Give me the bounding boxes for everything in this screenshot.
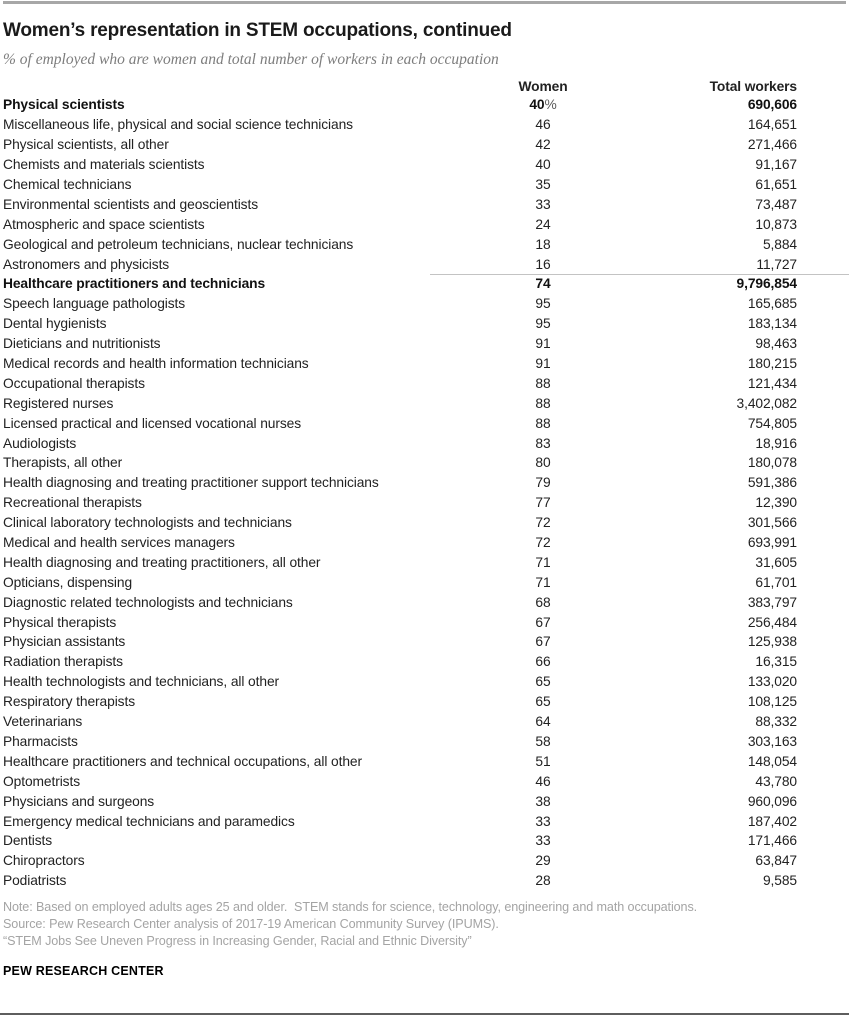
total-workers-value: 383,797 [747, 594, 797, 610]
occupation-label: Physical therapists [3, 614, 117, 630]
total-workers-value: 693,991 [747, 535, 797, 551]
total-workers-value: 180,078 [747, 455, 797, 471]
occupation-label: Respiratory therapists [3, 694, 135, 710]
total-workers-value: 591,386 [747, 475, 797, 491]
occupation-label: Occupational therapists [3, 375, 145, 391]
women-percent-value: 38 [535, 793, 551, 809]
women-percent-value: 66 [535, 654, 551, 670]
women-percent-value: 33 [535, 196, 551, 212]
occupation-label: Speech language pathologists [3, 296, 186, 312]
women-percent-value: 79 [535, 475, 551, 491]
occupation-label: Chiropractors [3, 853, 85, 869]
occupation-label: Pharmacists [3, 733, 78, 749]
table-row [3, 115, 849, 135]
table-row [3, 552, 849, 572]
occupation-label: Physical scientists, all other [3, 137, 169, 153]
table-row [3, 712, 849, 732]
table-row [3, 354, 849, 374]
table-row [3, 473, 849, 493]
total-workers-value: 256,484 [747, 614, 797, 630]
women-percent-value: 95 [535, 316, 551, 332]
total-workers-value: 61,701 [755, 574, 797, 590]
women-percent-value: 28 [535, 873, 551, 889]
table-row [3, 155, 849, 175]
women-percent-value: 72 [535, 515, 551, 531]
table-row [3, 533, 849, 553]
total-workers-value: 9,796,854 [736, 276, 797, 292]
women-percent-value: 46 [535, 773, 551, 789]
table-row [3, 572, 849, 592]
table-row [3, 314, 849, 334]
total-workers-value: 73,487 [755, 196, 797, 212]
total-workers-value: 690,606 [747, 97, 797, 113]
occupation-label: Healthcare practitioners and technicians [3, 276, 266, 292]
footer [3, 899, 849, 978]
page-subtitle: % of employed who are women and total number of workers in each occupation [3, 51, 499, 68]
occupation-label: Clinical laboratory technologists and technicians [3, 515, 292, 531]
table-row [3, 751, 849, 771]
total-workers-value: 61,651 [755, 177, 797, 192]
column-header-total-workers: Total workers [709, 78, 797, 94]
women-percent-value: 68 [535, 594, 551, 610]
occupation-label: Astronomers and physicists [3, 256, 170, 272]
table-row [3, 771, 849, 791]
women-percent-value: 80 [535, 455, 551, 471]
total-workers-value: 121,434 [747, 375, 797, 391]
occupation-label: Radiation therapists [3, 654, 123, 670]
women-percent-value: 24 [535, 216, 551, 232]
occupation-label: Therapists, all other [3, 455, 123, 471]
women-percent-value: 65 [535, 694, 551, 710]
table-header-row [3, 77, 849, 95]
women-percent-value: 40 [535, 157, 551, 173]
section-header-row [3, 274, 849, 294]
occupation-label: Dentists [3, 833, 53, 849]
women-percent-value: 46 [535, 117, 551, 133]
total-workers-value: 301,566 [747, 515, 797, 531]
women-percent-value: 16 [535, 256, 551, 272]
occupations-table [3, 77, 849, 891]
table-body [3, 95, 849, 891]
occupation-label: Emergency medical technicians and paramedics [3, 813, 295, 829]
total-workers-value: 171,466 [747, 833, 797, 849]
table-row [3, 334, 849, 354]
occupation-label: Environmental scientists and geoscientists [3, 196, 259, 212]
women-percent-value: 91 [535, 336, 551, 352]
report-page [0, 1, 849, 978]
pew-research-center-logo-text: PEW RESEARCH CENTER [3, 963, 164, 978]
women-percent-value: 77 [535, 495, 551, 511]
occupation-label: Licensed practical and licensed vocational nurses [3, 415, 302, 431]
total-workers-value: 9,585 [762, 873, 797, 889]
section-header-row [3, 95, 849, 115]
women-percent-value: 88 [535, 395, 551, 411]
occupation-label: Atmospheric and space scientists [3, 216, 205, 232]
women-percent-value: 83 [535, 435, 551, 451]
total-workers-value: 88,332 [755, 714, 797, 730]
women-percent-value: 74 [535, 276, 551, 292]
total-workers-value: 164,651 [747, 117, 797, 133]
table-row [3, 294, 849, 314]
occupation-label: Health diagnosing and treating practitioner support technicians [3, 475, 379, 491]
total-workers-value: 183,134 [747, 316, 797, 332]
women-percent-value: 88 [535, 415, 551, 431]
total-workers-value: 18,916 [755, 435, 797, 451]
page-title: Women’s representation in STEM occupations, continued [3, 20, 512, 41]
table-row [3, 652, 849, 672]
occupation-label: Miscellaneous life, physical and social science technicians [3, 117, 353, 133]
total-workers-value: 10,873 [755, 216, 797, 232]
total-workers-value: 11,727 [756, 256, 797, 272]
occupation-label: Audiologists [3, 435, 77, 451]
column-header-women: Women [518, 78, 568, 94]
occupation-label: Opticians, dispensing [3, 574, 133, 590]
occupation-label: Chemists and materials scientists [3, 157, 205, 173]
occupation-label: Veterinarians [3, 714, 83, 730]
occupation-label: Dieticians and nutritionists [3, 336, 161, 352]
table-row [3, 692, 849, 712]
percent-sign: % [544, 97, 557, 113]
occupation-label: Medical and health services managers [3, 535, 235, 551]
bottom-rule [0, 1013, 849, 1015]
total-workers-value: 180,215 [747, 356, 797, 372]
occupation-label: Registered nurses [3, 395, 114, 411]
women-percent-value: 71 [535, 554, 551, 570]
women-percent-value: 91 [535, 356, 551, 372]
total-workers-value: 5,884 [762, 236, 797, 252]
total-workers-value: 148,054 [747, 753, 797, 769]
total-workers-value: 165,685 [747, 296, 797, 312]
occupation-label: Diagnostic related technologists and technicians [3, 594, 293, 610]
women-percent-value: 58 [535, 733, 551, 749]
occupation-label: Podiatrists [3, 873, 67, 889]
women-percent-value: 72 [535, 535, 551, 551]
table-row [3, 592, 849, 612]
table-row [3, 672, 849, 692]
top-rule [3, 1, 846, 4]
occupation-label: Healthcare practitioners and technical occupations, all other [3, 753, 362, 769]
occupation-label: Dental hygienists [3, 316, 107, 332]
total-workers-value: 63,847 [755, 853, 797, 869]
table-row [3, 791, 849, 811]
women-percent-value: 51 [535, 753, 551, 769]
women-percent-value: 67 [535, 634, 551, 650]
total-workers-value: 3,402,082 [736, 395, 797, 411]
women-percent-value: 67 [535, 614, 551, 630]
table-row [3, 393, 849, 413]
total-workers-value: 12,390 [755, 495, 797, 511]
women-percent-value: 35 [535, 177, 551, 192]
table-row [3, 373, 849, 393]
table-row [3, 871, 849, 891]
total-workers-value: 16,315 [755, 654, 797, 670]
table-row [3, 453, 849, 473]
women-percent-value: 33 [535, 813, 551, 829]
occupation-label: Medical records and health information technicians [3, 356, 309, 372]
total-workers-value: 98,463 [755, 336, 797, 352]
occupation-label: Geological and petroleum technicians, nuclear technicians [3, 236, 354, 252]
table-row [3, 493, 849, 513]
women-percent-value: 29 [535, 853, 551, 869]
table-row [3, 413, 849, 433]
note-text: Note: Based on employed adults ages 25 and older. STEM stands for science, technology, engineering and math occupations. [3, 899, 698, 914]
women-percent-value: 88 [535, 375, 551, 391]
table-row [3, 175, 849, 195]
women-percent-value: 64 [535, 714, 551, 730]
women-percent-value: 71 [535, 574, 551, 590]
table-row [3, 214, 849, 234]
table-row [3, 612, 849, 632]
occupation-label: Physical scientists [3, 97, 125, 113]
total-workers-value: 133,020 [747, 674, 797, 690]
women-percent-value: 95 [535, 296, 551, 312]
occupation-label: Recreational therapists [3, 495, 142, 511]
occupation-label: Optometrists [3, 773, 81, 789]
total-workers-value: 271,466 [747, 137, 797, 153]
source-text: Source: Pew Research Center analysis of 2017-19 American Community Survey (IPUMS). [3, 917, 499, 932]
table-row [3, 433, 849, 453]
table-row [3, 234, 849, 254]
total-workers-value: 303,163 [747, 733, 797, 749]
women-percent-value: 40% [529, 97, 557, 113]
occupation-label: Physicians and surgeons [3, 793, 155, 809]
women-percent-value: 18 [535, 236, 551, 252]
occupation-label: Physician assistants [3, 634, 126, 650]
table-row [3, 732, 849, 752]
total-workers-value: 31,605 [755, 554, 797, 570]
total-workers-value: 960,096 [747, 793, 797, 809]
table-row [3, 135, 849, 155]
total-workers-value: 125,938 [747, 634, 797, 650]
occupation-label: Health diagnosing and treating practitioners, all other [3, 554, 321, 570]
table-row [3, 513, 849, 533]
total-workers-value: 754,805 [747, 415, 797, 431]
occupation-label: Health technologists and technicians, all other [3, 674, 280, 690]
table-row [3, 831, 849, 851]
table-row [3, 632, 849, 652]
occupation-label: Chemical technicians [3, 177, 132, 192]
total-workers-value: 108,125 [747, 694, 797, 710]
table-row [3, 851, 849, 871]
report-title-text: “STEM Jobs See Uneven Progress in Increasing Gender, Racial and Ethnic Diversity” [3, 934, 472, 949]
women-percent-value: 42 [535, 137, 551, 153]
women-percent-value: 33 [535, 833, 551, 849]
women-percent-value: 65 [535, 674, 551, 690]
table-row [3, 811, 849, 831]
total-workers-value: 43,780 [755, 773, 797, 789]
table-row [3, 254, 849, 274]
table-row [3, 194, 849, 214]
total-workers-value: 91,167 [755, 157, 797, 173]
total-workers-value: 187,402 [747, 813, 797, 829]
